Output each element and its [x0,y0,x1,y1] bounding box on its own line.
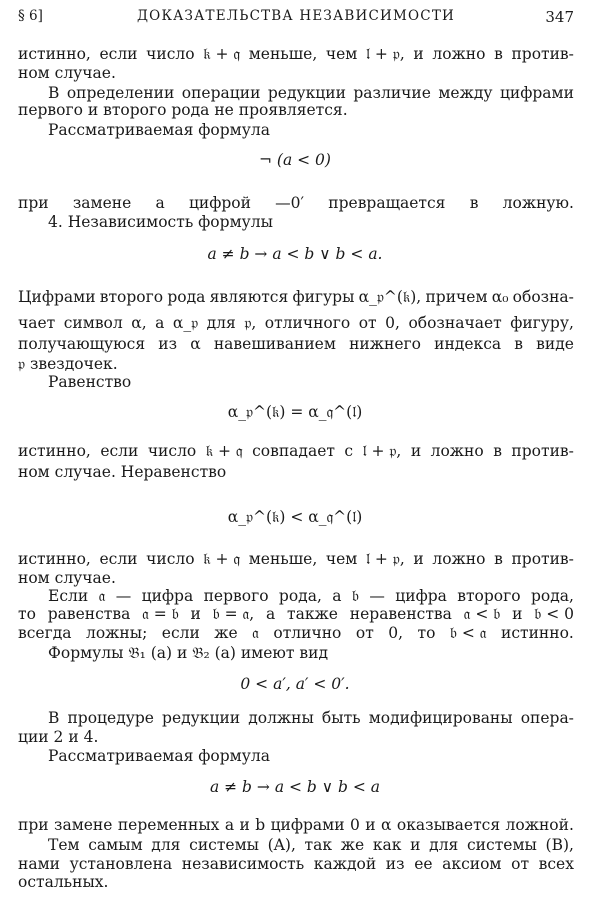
word: замене [72,194,132,212]
word: В [48,709,60,727]
word: В [48,84,60,102]
page-number: 347 [545,8,574,26]
word: α_𝔭 [172,314,199,332]
word: α_𝔭^(𝔨), [358,288,422,306]
word: быть [321,709,361,727]
word: 𝔩 + 𝔭, [365,45,405,63]
formula: a ≠ b → a < b ∨ b < a. [207,245,383,263]
word: также [287,605,338,623]
text-line [18,337,574,353]
word: цифрами [270,816,345,834]
word: 𝔨 + 𝔮 [205,442,243,460]
word: чем [325,550,358,568]
word: ложны; [85,624,148,642]
word: обозна- [512,288,574,306]
text-line [48,711,574,727]
text-line [18,47,574,63]
word: же [340,836,365,854]
text-line: 4. Независимость формулы [48,213,273,231]
word: 𝔞 < 𝔟 [463,605,501,623]
word: при [18,816,49,834]
word: и [413,45,424,63]
word: фигуру, [510,314,574,332]
word: то [18,605,36,623]
word: должны [248,709,314,727]
word: Цифрами [18,288,96,306]
word: α, [131,314,147,332]
word: в [469,194,479,212]
word: переменных [117,816,220,834]
word: ее [414,855,433,873]
word: в [494,550,503,568]
word: b [255,816,266,834]
text-line [18,626,574,642]
word: цифра [395,587,447,605]
word: меньше, [248,45,318,63]
word: против- [511,442,574,460]
word: от [511,855,530,873]
word: равенства [47,605,131,623]
word: установлена [69,855,173,873]
word: совпадает [252,442,335,460]
word: 𝔨 + 𝔮 [203,550,241,568]
word: ложно [432,550,486,568]
word: цифра [141,587,194,605]
word: операции [181,84,261,102]
text-line [18,316,574,332]
word: 𝔟 < 𝔞 [449,624,487,642]
word: аксиом [442,855,502,873]
word: α [381,816,392,834]
running-header [18,8,574,24]
word: 𝔟 [351,587,359,605]
word: причем [425,288,488,306]
word: то [417,624,436,642]
word: α₀ [491,288,509,306]
word: независимость [181,855,305,873]
word: и [512,605,523,623]
word: (B), [545,836,574,854]
word: так [304,836,333,854]
word: чем [325,45,358,63]
word: в [493,442,502,460]
text-line [18,196,574,212]
word: a [155,194,165,212]
word: если [99,45,138,63]
word: всегда [18,624,72,642]
word: и [365,816,376,834]
text-line: ном случае. [18,569,116,587]
word: всех [538,855,574,873]
text-line [18,857,574,873]
word: если [99,550,138,568]
word: системы [189,836,259,854]
word: 𝔩 + 𝔭, [365,550,405,568]
word: получающуюся [18,335,146,353]
formula: 0 < a′, a′ < 0′. [240,675,350,693]
word: для [151,836,181,854]
word: число [146,45,195,63]
text-line: ции 2 и 4. [18,728,99,746]
word: если [161,624,200,642]
word: и [239,816,250,834]
word: для [206,314,236,332]
word: 𝔟 < 0 [534,605,574,623]
word: 𝔞 [252,624,259,642]
word: первого [203,587,269,605]
word: фигуры [292,288,355,306]
word: истинно. [501,624,574,642]
text-line: остальных. [18,873,109,891]
word: процедуре [67,709,154,727]
word: 0, [388,624,404,642]
word: с [344,442,354,460]
word: истинно, [18,550,91,568]
word: системы [467,836,537,854]
word: 𝔭, [244,314,257,332]
word: меньше, [248,550,318,568]
word: от [355,624,374,642]
word: индекса [434,335,502,353]
word: и [410,836,421,854]
word: между [438,84,493,102]
formula: α_𝔭^(𝔨) < α_𝔮^(𝔩) [227,508,363,526]
word: число [146,550,195,568]
word: при [18,194,49,212]
word: 0 [349,816,360,834]
word: — [115,587,132,605]
word: ложно [432,45,486,63]
word: отличного [264,314,351,332]
word: Если [48,587,89,605]
word: число [147,442,197,460]
word: из [158,335,178,353]
word: а [155,314,165,332]
word: каждой [313,855,377,873]
word: рода, [530,587,574,605]
word: от [358,314,377,332]
word: истинно, [18,45,91,63]
text-line [18,444,574,460]
text-line [48,86,574,102]
word: 𝔞 = 𝔟 [142,605,179,623]
word: виде [536,335,574,353]
word: и [413,550,424,568]
word: определении [66,84,175,102]
word: против- [511,550,574,568]
word: второго [457,587,521,605]
word: как [372,836,402,854]
word: превращается [328,194,446,212]
text-line [18,290,574,306]
word: обозначает [408,314,502,332]
word: α [190,335,201,353]
word: (A), [267,836,296,854]
text-line [18,607,574,623]
word: различие [353,84,431,102]
text-line: ном случае. [18,64,116,82]
word: модифицированы [368,709,513,727]
word: 𝔟 = 𝔞, [212,605,255,623]
word: 𝔞 [98,587,106,605]
word: ложную. [502,194,574,212]
word: являются [209,288,289,306]
word: редукции [267,84,346,102]
text-line: 𝔭 звездочек. [18,355,118,373]
word: оказывается [396,816,501,834]
word: нами [18,855,60,873]
word: a [224,816,235,834]
word: и [190,605,201,623]
word: замене [54,816,113,834]
running-title: ДОКАЗАТЕЛЬСТВА НЕЗАВИСИМОСТИ [137,8,455,24]
text-line [18,818,574,834]
word: самым [88,836,143,854]
word: —0′ [275,194,305,212]
word: 𝔩 + 𝔭, [362,442,402,460]
text-line [48,838,574,854]
word: для [429,836,459,854]
word: а [266,605,276,623]
text-line: ном случае. Неравенство [18,463,227,481]
word: а [332,587,342,605]
word: чает [18,314,56,332]
word: Тем [48,836,80,854]
word: опера- [520,709,574,727]
word: — [369,587,385,605]
word: символ [63,314,123,332]
word: из [385,855,405,873]
word: же [214,624,238,642]
word: 𝔨 + 𝔮 [203,45,241,63]
word: рода, [278,587,322,605]
word: истинно, [18,442,91,460]
text-line: Формулы 𝔅₁ (a) и 𝔅₂ (a) имеют вид [48,644,329,662]
text-line: Рассматриваемая формула [48,121,270,139]
text-line: Рассматриваемая формула [48,747,270,765]
word: 0, [385,314,400,332]
word: второго [99,288,164,306]
word: в [494,45,503,63]
word: нижнего [349,335,421,353]
word: редукции [162,709,241,727]
word: ложно [430,442,484,460]
formula: a ≠ b → a < b ∨ b < a [209,778,381,796]
formula: ¬ (a < 0) [259,151,331,169]
word: цифрой [188,194,251,212]
word: против- [511,45,574,63]
text-line [48,589,574,605]
text-line [18,552,574,568]
word: рода [167,288,206,306]
section-mark: § 6] [18,8,43,24]
formula: α_𝔭^(𝔨) = α_𝔮^(𝔩) [227,403,363,421]
word: ложной. [505,816,574,834]
word: цифрами [499,84,574,102]
word: если [100,442,139,460]
word: и [410,442,422,460]
word: навешиванием [213,335,336,353]
word: отлично [273,624,342,642]
word: в [514,335,524,353]
text-line: первого и второго рода не проявляется. [18,101,348,119]
text-line: Равенство [48,373,132,391]
word: неравенства [349,605,452,623]
